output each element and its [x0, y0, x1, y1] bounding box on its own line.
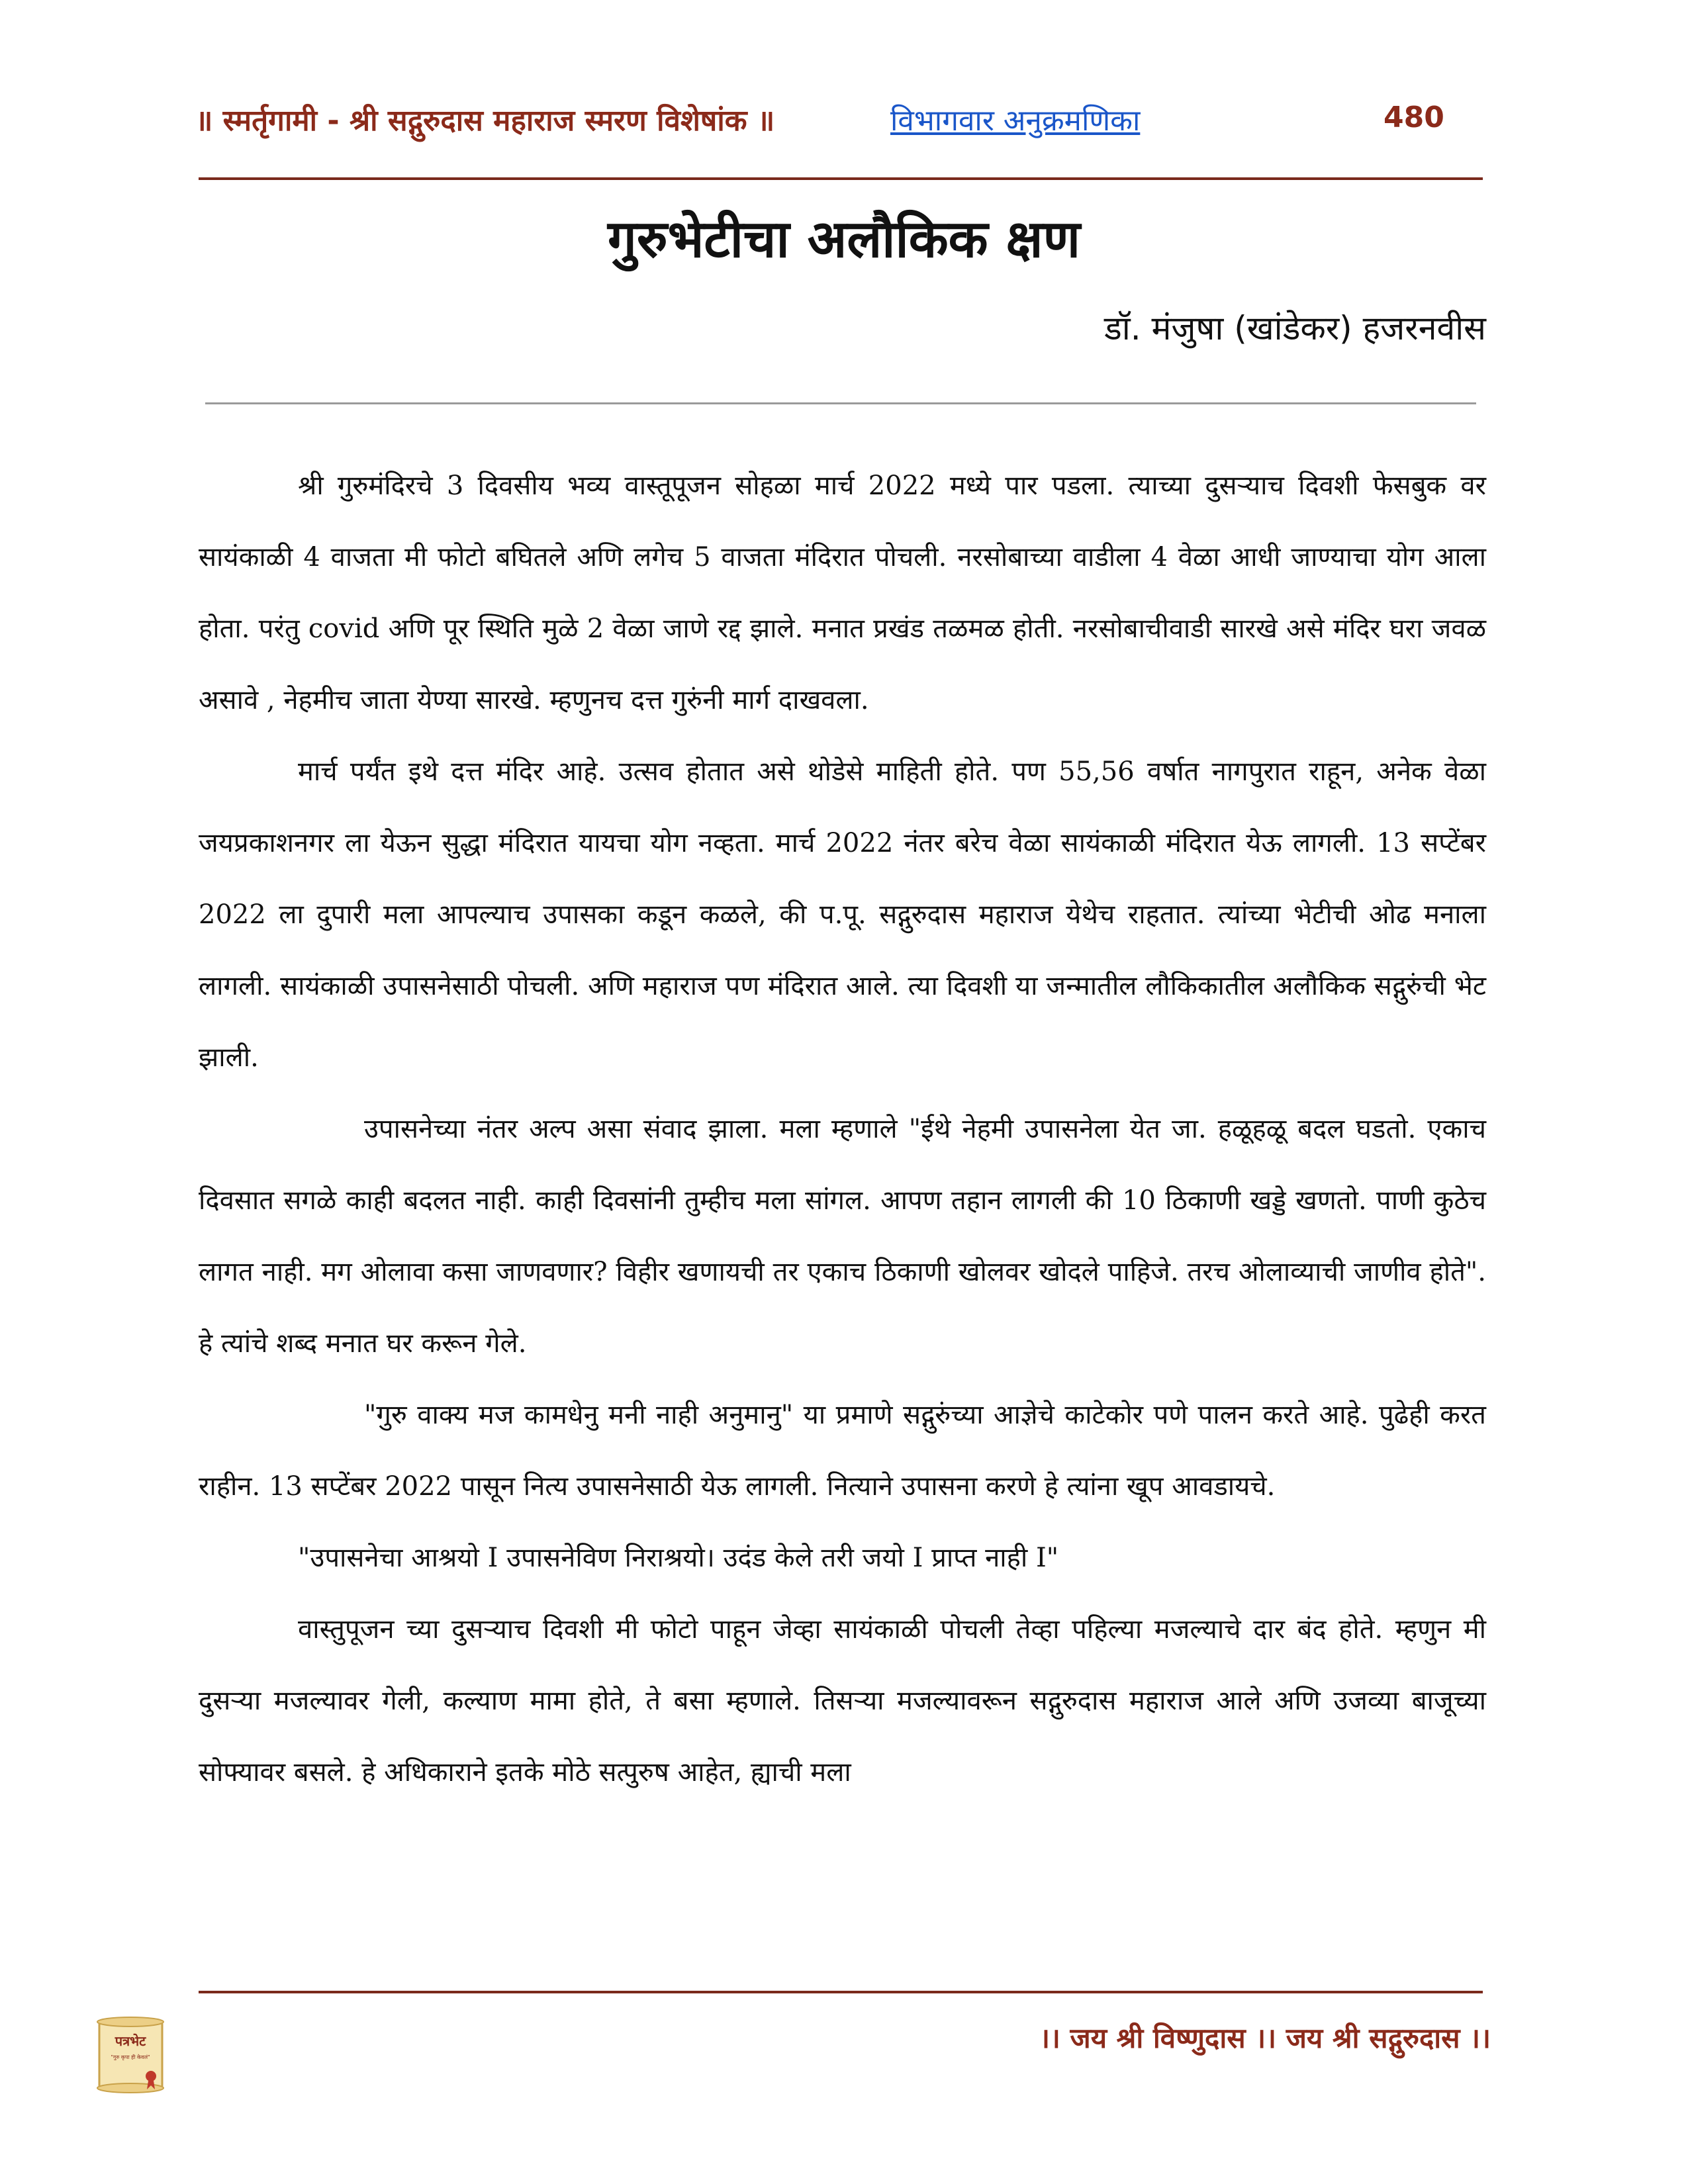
section-index-link[interactable]: विभागवार अनुक्रमणिका	[890, 104, 1141, 138]
title-divider	[205, 402, 1476, 404]
paragraph: मार्च पर्यंत इथे दत्त मंदिर आहे. उत्सव होतात असे थोडेसे माहिती होते. पण 55,56 वर्षात नागपुरात राहून, अनेक वेळा जयप्रकाशनगर ला येऊन सुद्धा मंदिरात यायचा योग नव्हता. मार्च 2022 नंतर बरेच वेळा सायंकाळी मंदिरात येऊ लागली. 13 सप्टेंबर 2022 ला दुपारी मला आपल्याच उपासका कडून कळले, की प.पू. सद्गुरुदास महाराज येथेच राहतात. त्यांच्या भेटीची ओढ मनाला लागली. सायंकाळी उपासनेसाठी पोचली. अणि महाराज पण मंदिरात आले. त्या दिवशी या जन्मातील लौकिकातील अलौकिक सद्गुरुंची भेट झाली.	[199, 756, 1486, 1073]
article-author: डॉ. मंजुषा (खांडेकर) हजरनवीस	[1104, 309, 1486, 347]
quote-paragraph: "उपासनेचा आश्रयो I उपासनेविण निराश्रयो। उदंड केले तरी जयो I प्राप्त नाही I"	[298, 1543, 1059, 1573]
page-number: 480	[1383, 101, 1444, 134]
paragraph: वास्तुपूजन च्या दुसऱ्याच दिवशी मी फोटो पाहून जेव्हा सायंकाळी पोचली तेव्हा पहिल्या मजल्याचे दार बंद होते. म्हणुन मी दुसऱ्या मजल्यावर गेली, कल्याण मामा होते, ते बसा म्हणाले. तिसऱ्या मजल्यावरून सद्गुरुदास महाराज आले अणि उजव्या बाजूच्या सोफ्यावर बसले. हे अधिकाराने इतके मोठे सत्पुरुष आहेत, ह्याची मला	[199, 1614, 1486, 1788]
paragraph: श्री गुरुमंदिरचे 3 दिवसीय भव्य वास्तूपूजन सोहळा मार्च 2022 मध्ये पार पडला. त्याच्या दुसऱ्याच दिवशी फेसबुक वर सायंकाळी 4 वाजता मी फोटो बघितले अणि लगेच 5 वाजता मंदिरात पोचली. नरसोबाच्या वाडीला 4 वेळा आधी जाण्याचा योग आला होता. परंतु covid अणि पूर स्थिति मुळे 2 वेळा जाणे रद्द झाले. मनात प्रखंड तळमळ होती. नरसोबाचीवाडी सारखे असे मंदिर घरा जवळ असावे , नेहमीच जाता येण्या सारखे. म्हणुनच दत्त गुरुंनी मार्ग दाखवला.	[199, 471, 1486, 715]
footer-invocation: ।। जय श्री विष्णुदास ।। जय श्री सद्गुरुदास ।।	[1039, 2022, 1491, 2054]
patrabhet-logo-icon	[93, 2015, 169, 2095]
logo-tagline: "गुरु कृपा ही केवलं"	[111, 2054, 150, 2060]
article-title: गुरुभेटीचा अलौकिक क्षण	[608, 210, 1080, 269]
issue-title: ॥ स्मर्तृगामी - श्री सद्गुरुदास महाराज स्मरण विशेषांक ॥	[195, 104, 775, 138]
footer-divider	[199, 1991, 1483, 1993]
logo-label: पत्रभेट	[115, 2033, 146, 2049]
article-body	[199, 450, 1486, 1808]
header-divider	[199, 177, 1483, 180]
paragraph: "गुरु वाक्य मज कामधेनु मनी नाही अनुमानु" या प्रमाणे सद्गुरुंच्या आज्ञेचे काटेकोर पणे पालन करते आहे. पुढेही करत राहीन. 13 सप्टेंबर 2022 पासून नित्य उपासनेसाठी येऊ लागली. नित्याने उपासना करणे हे त्यांना खूप आवडायचे.	[199, 1400, 1486, 1502]
paragraph: उपासनेच्या नंतर अल्प असा संवाद झाला. मला म्हणाले "ईथे नेहमी उपासनेला येत जा. हळूहळू बदल घडतो. एकाच दिवसात सगळे काही बदलत नाही. काही दिवसांनी तुम्हीच मला सांगल. आपण तहान लागली की 10 ठिकाणी खड्डे खणतो. पाणी कुठेच लागत नाही. मग ओलावा कसा जाणवणार? विहीर खणायची तर एकाच ठिकाणी खोलवर खोदले पाहिजे. तरच ओलाव्याची जाणीव होते". हे त्यांचे शब्द मनात घर करून गेले.	[199, 1114, 1486, 1359]
